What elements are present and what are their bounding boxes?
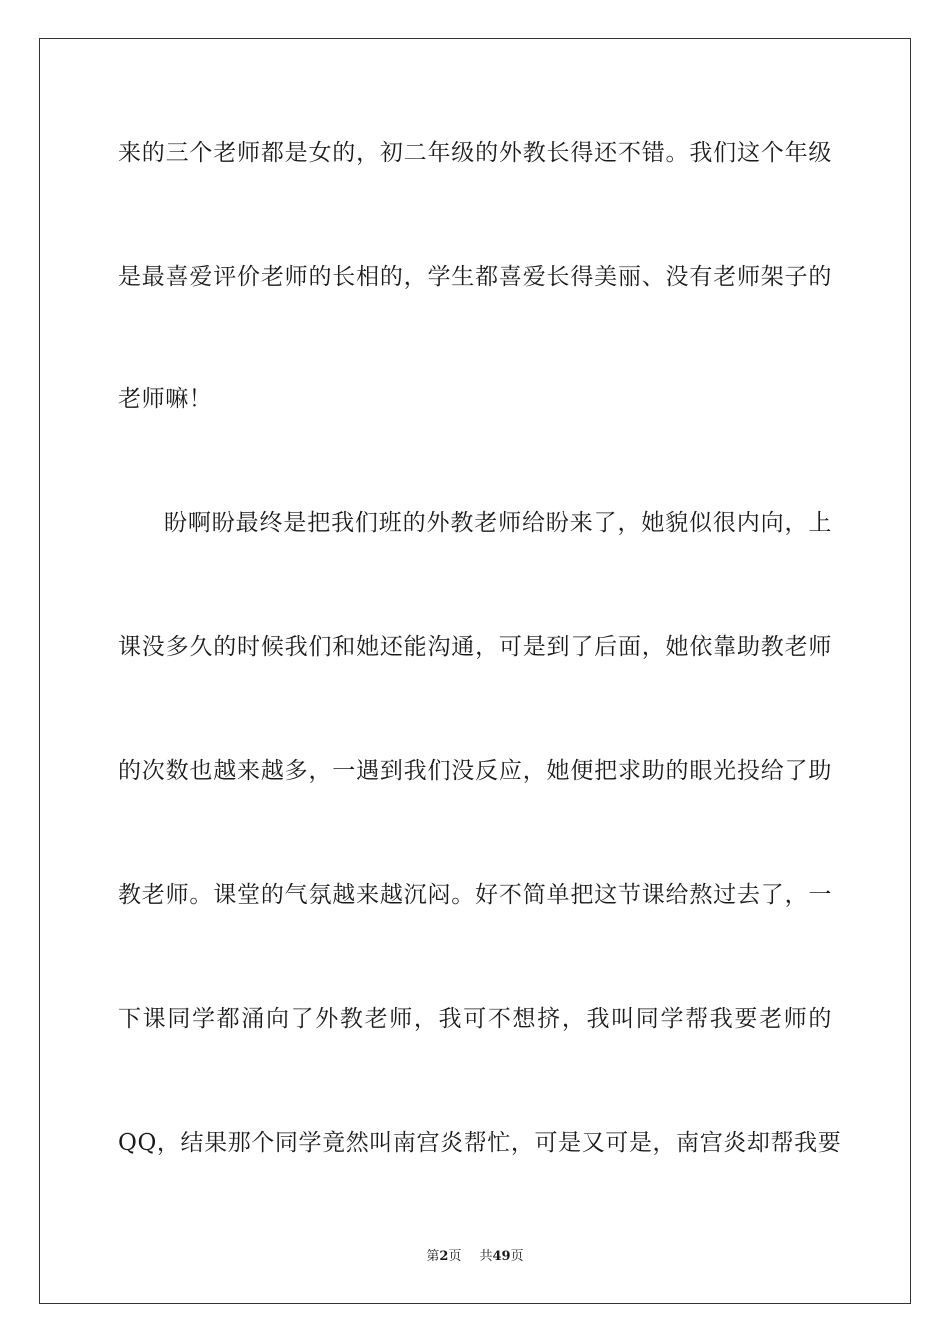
text-line-5: 课没多久的时候我们和她还能沟通，可是到了后面，她依靠助教老师	[118, 634, 832, 660]
page-suffix: 页	[448, 1249, 462, 1264]
total-prefix: 共	[479, 1249, 493, 1264]
text-line-7: 教老师。课堂的气氛越来越沉闷。好不简单把这节课给熬过去了，一	[118, 882, 832, 908]
text-line-2: 是最喜爱评价老师的长相的，学生都喜爱长得美丽、没有老师架子的	[118, 264, 832, 290]
page-prefix: 第	[426, 1249, 440, 1264]
text-line-4: 盼啊盼最终是把我们班的外教老师给盼来了，她貌似很内向，上	[164, 510, 832, 536]
page-number: 2	[439, 1249, 449, 1264]
text-line-6: 的次数也越来越多，一遇到我们没反应，她便把求助的眼光投给了助	[118, 758, 832, 784]
text-line-1: 来的三个老师都是女的，初二年级的外教长得还不错。我们这个年级	[118, 140, 832, 166]
total-pages: 49	[492, 1249, 511, 1264]
page-border	[39, 38, 911, 1304]
total-suffix: 页	[510, 1249, 524, 1264]
page-footer	[0, 1248, 950, 1266]
text-line-9: QQ，结果那个同学竟然叫南宫炎帮忙，可是又可是，南宫炎却帮我要	[118, 1130, 842, 1156]
text-line-8: 下课同学都涌向了外教老师，我可不想挤，我叫同学帮我要老师的	[118, 1006, 832, 1032]
text-line-3: 老师嘛！	[118, 386, 213, 412]
